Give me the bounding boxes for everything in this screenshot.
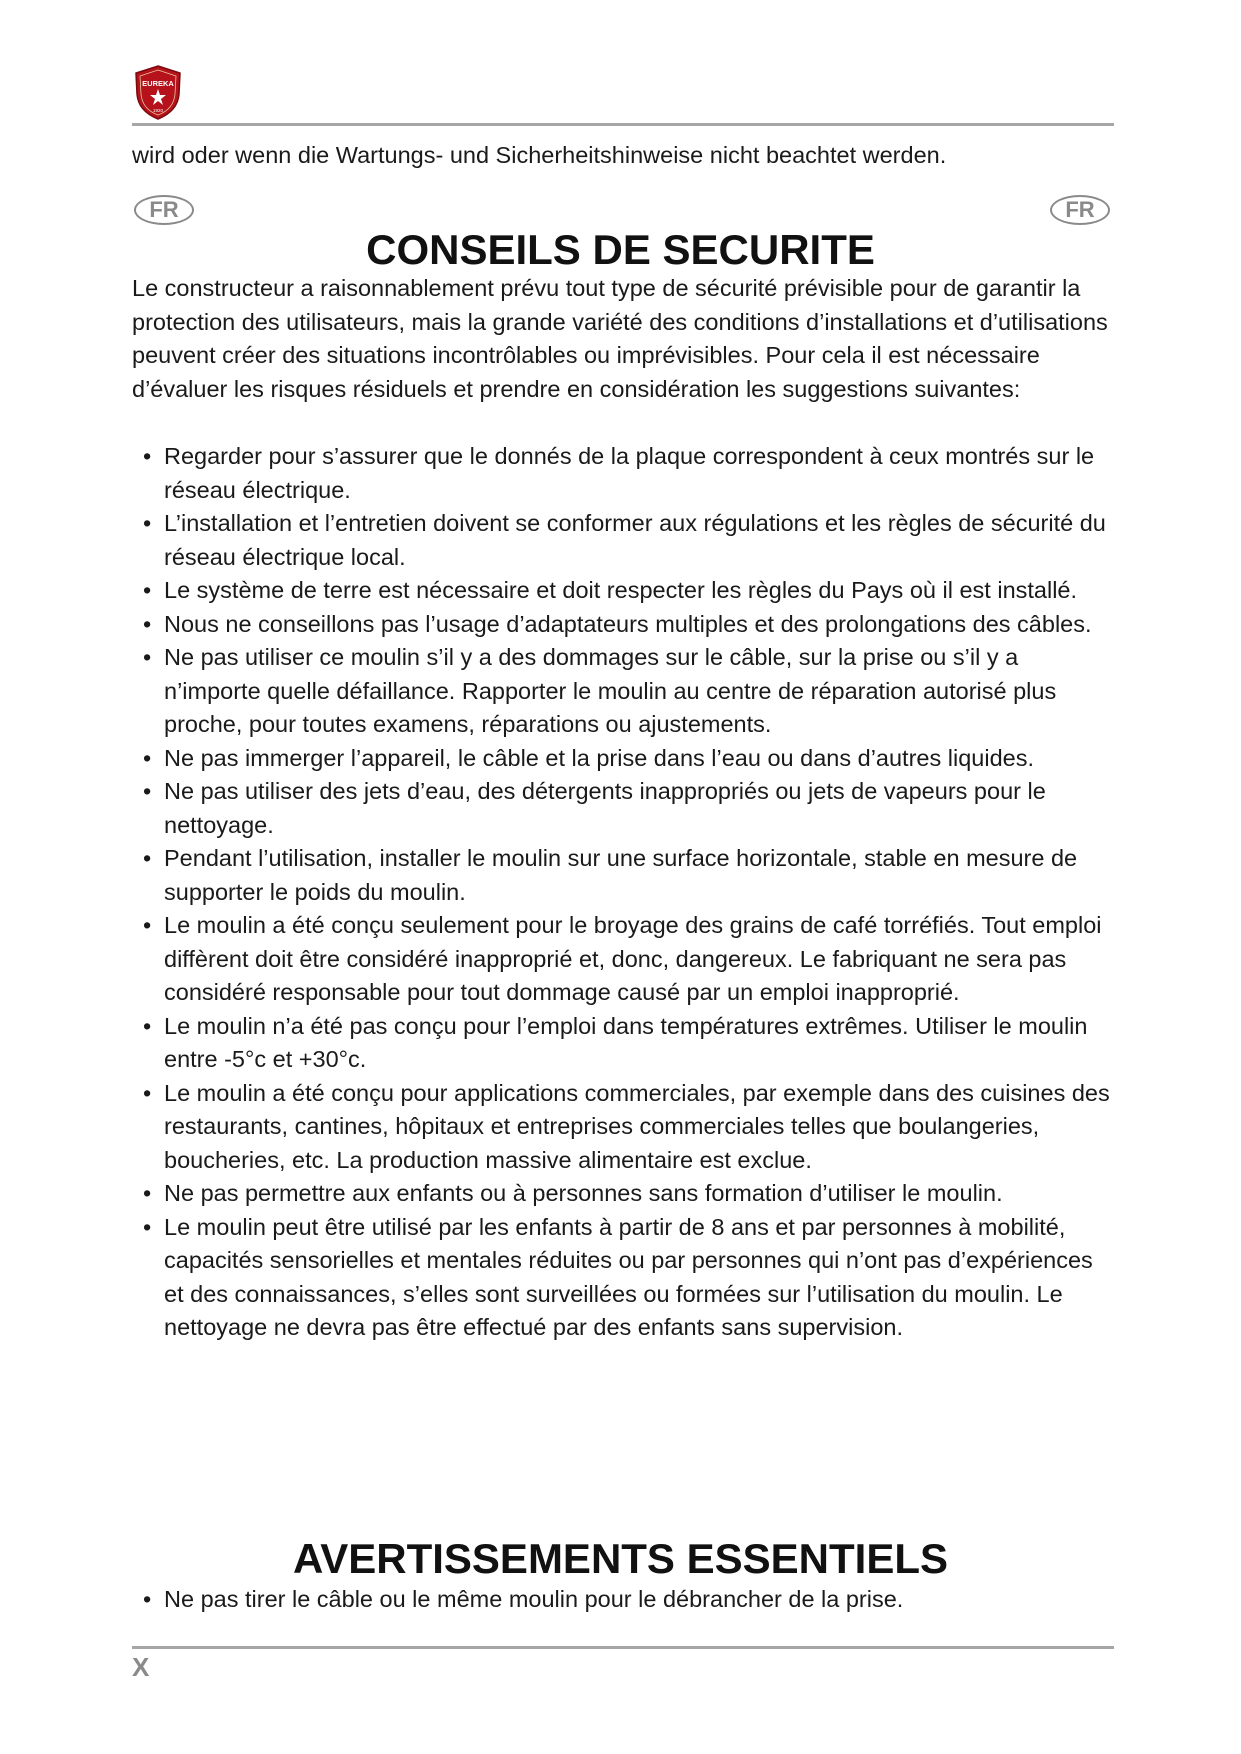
language-badge-left: FR xyxy=(134,195,194,225)
section-title-warnings: AVERTISSEMENTS ESSENTIELS xyxy=(293,1535,948,1582)
list-item xyxy=(132,1077,1117,1178)
header-divider xyxy=(132,123,1114,126)
list-item xyxy=(132,1177,1117,1211)
language-badge-right: FR xyxy=(1050,195,1110,225)
logo-brand-text: EUREKA xyxy=(142,79,174,88)
bullet-icon: • xyxy=(143,744,152,771)
list-item xyxy=(132,641,1117,742)
bullet-icon: • xyxy=(143,1180,152,1206)
bullet-icon: • xyxy=(143,443,152,469)
list-item-text: Le moulin n’a été pas conçu pour l’emploi dans températures extrêmes. Utiliser le moulin entre -5°c et +30°c. xyxy=(164,1012,1088,1072)
bullet-icon: • xyxy=(143,845,152,871)
bullet-icon: • xyxy=(143,510,152,536)
list-item-text: Le moulin peut être utilisé par les enfants à partir de 8 ans et par personnes à mobilité, capacités sensorielles et mentales réduites ou par personnes qui n’ont pas d’expériences et des connaissances, s’elles sont surveillées ou formées sur l’utilisation du moulin. Le nettoyage ne devra pas être effectué par des enfants sans supervision. xyxy=(164,1213,1093,1340)
bullet-icon: • xyxy=(143,1012,152,1039)
list-item-text: Ne pas tirer le câble ou le même moulin pour le débrancher de la prise. xyxy=(164,1586,904,1612)
list-item xyxy=(132,742,1117,776)
bullet-icon: • xyxy=(143,644,152,670)
continuation-text: wird oder wenn die Wartungs- und Sicherheitshinweise nicht beachtet werden. xyxy=(132,142,947,168)
list-item xyxy=(132,608,1117,642)
list-item xyxy=(132,1583,1117,1617)
list-item xyxy=(132,1010,1117,1077)
warnings-bullet-list xyxy=(132,1583,1117,1617)
eureka-shield-logo-icon xyxy=(132,64,184,120)
list-item-text: L’installation et l’entretien doivent se conformer aux régulations et les règles de sécurité du réseau électrique local. xyxy=(164,510,1106,570)
safety-intro-paragraph: Le constructeur a raisonnablement prévu tout type de sécurité prévisible pour de garantir la protection des utilisateurs, mais la grande variété des conditions d’installations et d’utilisations peuvent créer des situations incontrôlables ou imprévisibles. Pour cela il est nécessaire d’évaluer les risques résiduels et prendre en considération les suggestions suivantes: xyxy=(132,275,1108,402)
bullet-icon: • xyxy=(143,912,152,938)
list-item-text: Pendant l’utilisation, installer le moulin sur une surface horizontale, stable en mesure de supporter le poids du moulin. xyxy=(164,845,1078,905)
eureka-logo xyxy=(132,64,184,120)
bullet-icon: • xyxy=(143,610,152,637)
bullet-icon: • xyxy=(143,577,152,603)
list-item-text: Le système de terre est nécessaire et doit respecter les règles du Pays où il est installé. xyxy=(164,577,1078,603)
list-item xyxy=(132,574,1117,608)
logo-year-text: 1920 xyxy=(152,108,164,113)
list-item xyxy=(132,507,1117,574)
section-title-safety: CONSEILS DE SECURITE xyxy=(366,226,875,273)
list-item-text: Ne pas utiliser des jets d’eau, des détergents inappropriés ou jets de vapeurs pour le nettoyage. xyxy=(164,778,1046,838)
bullet-icon: • xyxy=(143,1586,152,1612)
list-item xyxy=(132,842,1117,909)
list-item-text: Regarder pour s’assurer que le donnés de la plaque correspondent à ceux montrés sur le réseau électrique. xyxy=(164,443,1095,503)
footer-divider xyxy=(132,1646,1114,1649)
list-item xyxy=(132,1211,1117,1345)
list-item xyxy=(132,775,1117,842)
list-item-text: Ne pas immerger l’appareil, le câble et la prise dans l’eau ou dans d’autres liquides. xyxy=(164,744,1034,771)
list-item-text: Ne pas utiliser ce moulin s’il y a des dommages sur le câble, sur la prise ou s’il y a n’importe quelle défaillance. Rapporter le moulin au centre de réparation autorisé plus proche, pour toutes examens, réparations ou ajustements. xyxy=(164,644,1057,737)
list-item-text: Nous ne conseillons pas l’usage d’adaptateurs multiples et des prolongations des câbles. xyxy=(164,610,1092,637)
page-number: X xyxy=(132,1652,150,1682)
safety-bullet-list xyxy=(132,440,1117,1345)
bullet-icon: • xyxy=(143,1213,152,1240)
bullet-icon: • xyxy=(143,778,152,804)
bullet-icon: • xyxy=(143,1079,152,1106)
list-item xyxy=(132,909,1117,1010)
list-item-text: Le moulin a été conçu seulement pour le broyage des grains de café torréfiés. Tout emploi diffèrent doit être considéré inapproprié et, donc, dangereux. Le fabriquant ne sera pas considéré responsable pour tout dommage causé par un emploi inapproprié. xyxy=(164,912,1102,1005)
list-item-text: Ne pas permettre aux enfants ou à personnes sans formation d’utiliser le moulin. xyxy=(164,1180,1003,1206)
list-item xyxy=(132,440,1117,507)
list-item-text: Le moulin a été conçu pour applications commerciales, par exemple dans des cuisines des restaurants, cantines, hôpitaux et entreprises commerciales telles que boulangeries, boucheries, etc. La production massive alimentaire est exclue. xyxy=(164,1079,1110,1173)
